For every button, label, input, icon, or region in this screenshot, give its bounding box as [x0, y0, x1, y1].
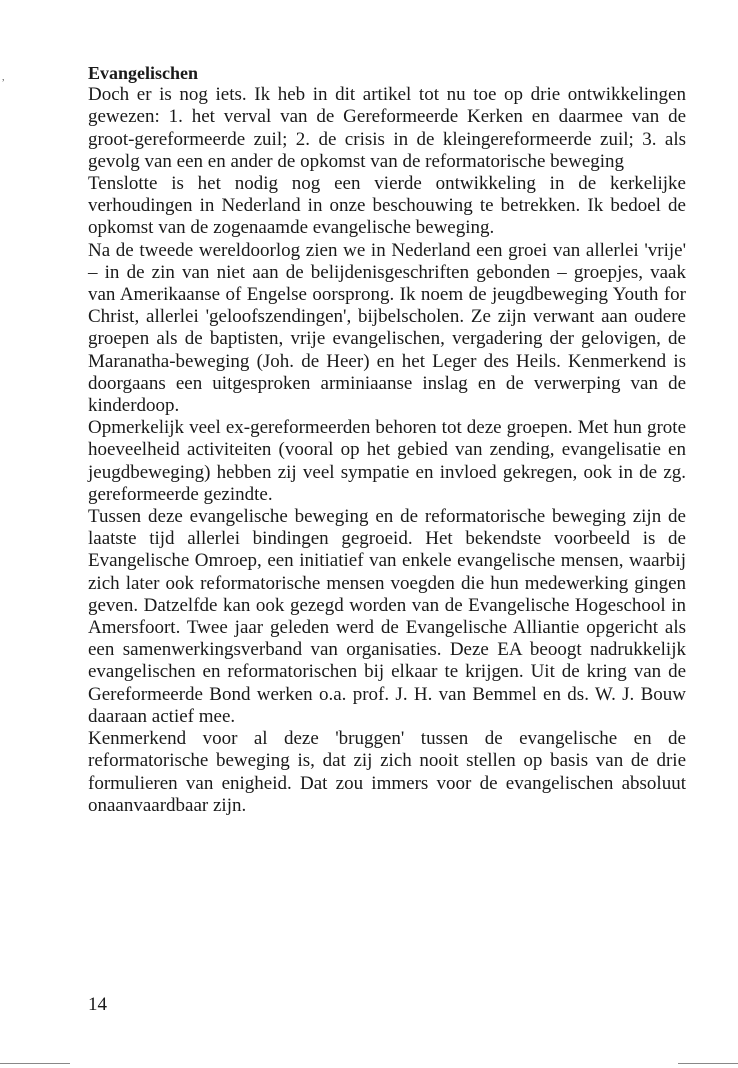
- paragraph-1: Doch er is nog iets. Ik heb in dit artikel tot nu toe op drie ontwikkelingen gewezen: 1. het verval van de Gereformeerde Kerken en daarmee van de groot-gereformeerde zuil; 2. de crisis in de kleingereformeerde zuil; 3. als gevolg van een en ander de opkomst van de reformatorische beweging: [88, 84, 686, 172]
- paragraph-4: Opmerkelijk veel ex-gereformeerden behoren tot deze groepen. Met hun grote hoeveelheid activiteiten (vooral op het gebied van zending, evangelisatie en jeugdbeweging) hebben zij veel sympatie en invloed gekregen, ook in de zg. gereformeerde gezindte.: [88, 417, 686, 505]
- paragraph-2: Tenslotte is het nodig nog een vierde ontwikkeling in de kerkelijke verhoudingen in Nederland in onze beschouwing te betrekken. Ik bedoel de opkomst van de zogenaamde evangelische beweging.: [88, 173, 686, 239]
- paragraph-5: Tussen deze evangelische beweging en de reformatorische beweging zijn de laatste tijd allerlei bindingen gegroeid. Het bekendste voorbeeld is de Evangelische Omroep, een initiatief van enkele evangelische mensen, waarbij zich later ook reformatorische mensen voegden die hun medewerking gingen geven. Datzelfde kan ook gezegd worden van de Evangelische Hogeschool in Amersfoort. Twee jaar geleden werd de Evangelische Alliantie opgericht als een samenwerkingsverband van organisaties. Deze EA beoogt nadrukkelijk evangelischen en reformatorischen bij elkaar te krijgen. Uit de kring van de Gereformeerde Bond werken o.a. prof. J. H. van Bemmel en ds. W. J. Bouw daaraan actief mee.: [88, 506, 686, 727]
- bottom-rule-left: [0, 1063, 70, 1064]
- margin-mark: ,: [2, 72, 5, 83]
- paragraph-6: Kenmerkend voor al deze 'bruggen' tussen de evangelische en de reformatorische beweging is, dat zij zich nooit stellen op basis van de drie formulieren van enigheid. Dat zou immers voor de evangelischen absoluut onaanvaardbaar zijn.: [88, 728, 686, 816]
- section-heading: Evangelischen: [88, 63, 199, 83]
- page-number: 14: [88, 994, 107, 1015]
- article-body: [88, 62, 686, 817]
- paragraph-3: Na de tweede wereldoorlog zien we in Nederland een groei van allerlei 'vrije' – in de zin van niet aan de belijdenisgeschriften gebonden – groepjes, vaak van Amerikaanse of Engelse oorsprong. Ik noem de jeugdbeweging Youth for Christ, allerlei 'geloofszendingen', bijbelscholen. Ze zijn verwant aan oudere groepen als de baptisten, vrije evangelischen, vergadering der gelovigen, de Maranatha-beweging (Joh. de Heer) en het Leger des Heils. Kenmerkend is doorgaans een uitgesproken arminiaanse inslag en de verwerping van de kinderdoop.: [88, 239, 686, 417]
- bottom-rule-right: [678, 1063, 738, 1064]
